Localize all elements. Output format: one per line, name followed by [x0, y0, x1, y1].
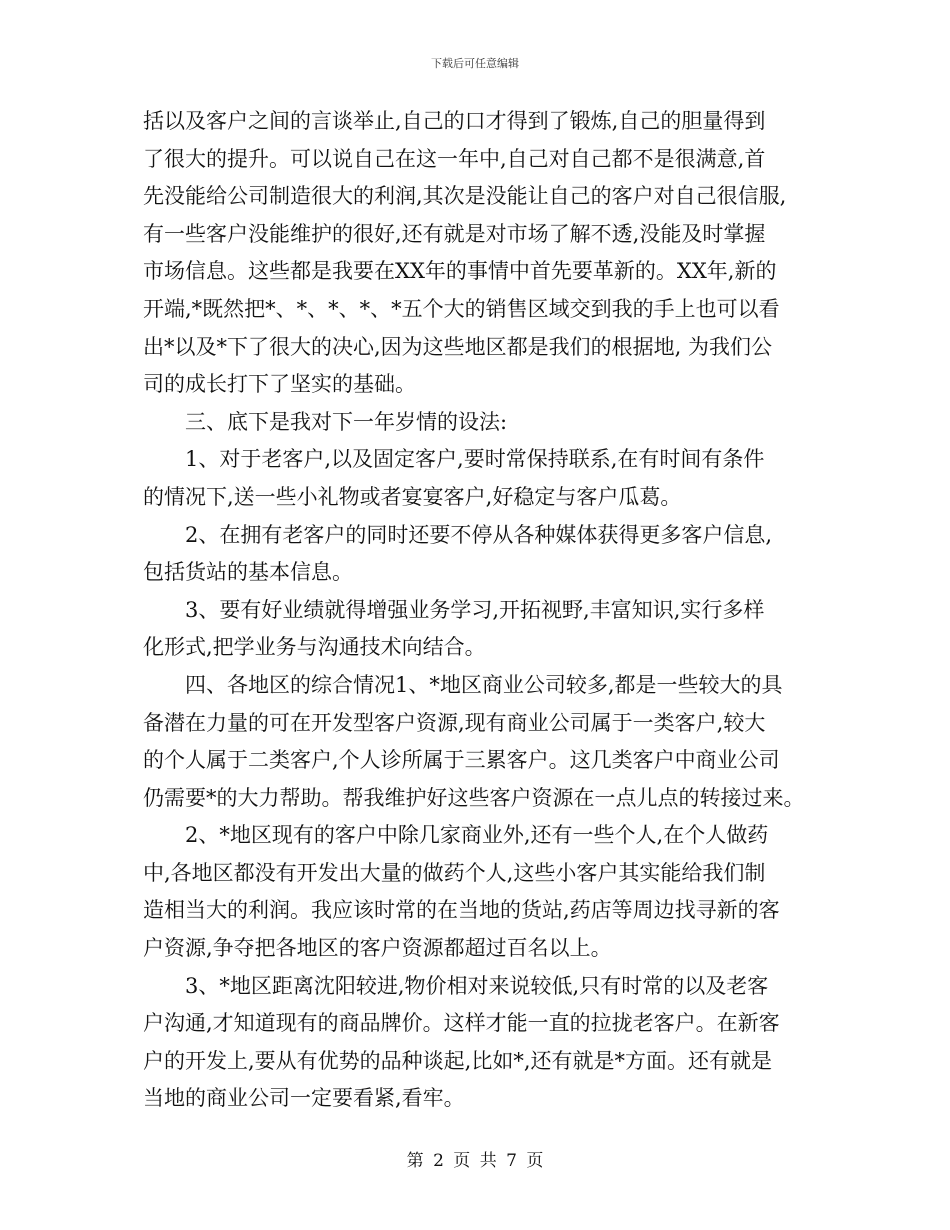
text-line: 户沟通,才知道现有的商品牌价。这样才能一直的拉拢老客户。在新客	[143, 1011, 780, 1036]
text-line: 的情况下,送一些小礼物或者宴宴客户,好稳定与客户瓜葛。	[143, 484, 682, 509]
text-line: 出*以及*下了很大的决心,因为这些地区都是我们的根据地, 为我们公	[143, 334, 773, 359]
text-line: 2、在拥有老客户的同时还要不停从各种媒体获得更多客户信息,	[185, 522, 773, 547]
text-line: 有一些客户没能维护的很好,还有就是对市场了解不透,没能及时掌握	[143, 221, 766, 246]
text-line: 户的开发上,要从有优势的品种谈起,比如*,还有就是*方面。还有就是	[143, 1048, 773, 1073]
text-line: 户资源,争夺把各地区的客户资源都超过百名以上。	[143, 936, 612, 961]
text-line: 先没能给公司制造很大的利润,其次是没能让自己的客户对自己很信服,	[143, 184, 787, 209]
text-line: 2、*地区现有的客户中除几家商业外,还有一些个人,在个人做药	[185, 823, 769, 848]
text-line: 1、对于老客户,以及固定客户,要时常保持联系,在有时间有条件	[185, 447, 765, 472]
page-header: 下载后可任意编辑	[431, 57, 519, 70]
text-line: 3、要有好业绩就得增强业务学习,开拓视野,丰富知识,实行多样	[185, 597, 765, 622]
text-line: 包括货站的基本信息。	[143, 560, 353, 585]
text-line: 括以及客户之间的言谈举止,自己的口才得到了锻炼,自己的胆量得到	[143, 109, 766, 133]
document-body	[143, 103, 818, 1118]
text-line: 司的成长打下了坚实的基础。	[143, 372, 416, 397]
text-line: 开端,*既然把*、*、*、*、*五个大的销售区域交到我的手上也可以看	[143, 296, 780, 321]
text-line: 中,各地区都没有开发出大量的做药个人,这些小客户其实能给我们制	[143, 860, 766, 885]
text-line: 的个人属于二类客户,个人诊所属于三累客户。这几类客户中商业公司	[143, 748, 780, 773]
page-footer: 第 2 页 共 7 页	[406, 1151, 544, 1171]
text-line: 三、底下是我对下一年岁情的设法:	[185, 409, 508, 434]
text-line: 化形式,把学业务与沟通技术向结合。	[143, 635, 486, 660]
text-line: 四、各地区的综合情况1、*地区商业公司较多,都是一些较大的具	[185, 672, 783, 697]
text-line: 了很大的提升。可以说自己在这一年中,自己对自己都不是很满意,首	[143, 146, 766, 171]
text-line: 备潜在力量的可在开发型客户资源,现有商业公司属于一类客户,较大	[143, 710, 766, 735]
text-line: 仍需要*的大力帮助。帮我维护好这些客户资源在一点儿点的转接过来。	[143, 785, 805, 810]
text-line: 3、*地区距离沈阳较进,物价相对来说较低,只有时常的以及老客	[185, 973, 769, 998]
text-line: 造相当大的利润。我应该时常的在当地的货站,药店等周边找寻新的客	[143, 898, 780, 923]
text-line: 当地的商业公司一定要看紧,看牢。	[143, 1086, 465, 1111]
text-line: 市场信息。这些都是我要在XX年的事情中首先要革新的。XX年,新的	[143, 259, 777, 284]
